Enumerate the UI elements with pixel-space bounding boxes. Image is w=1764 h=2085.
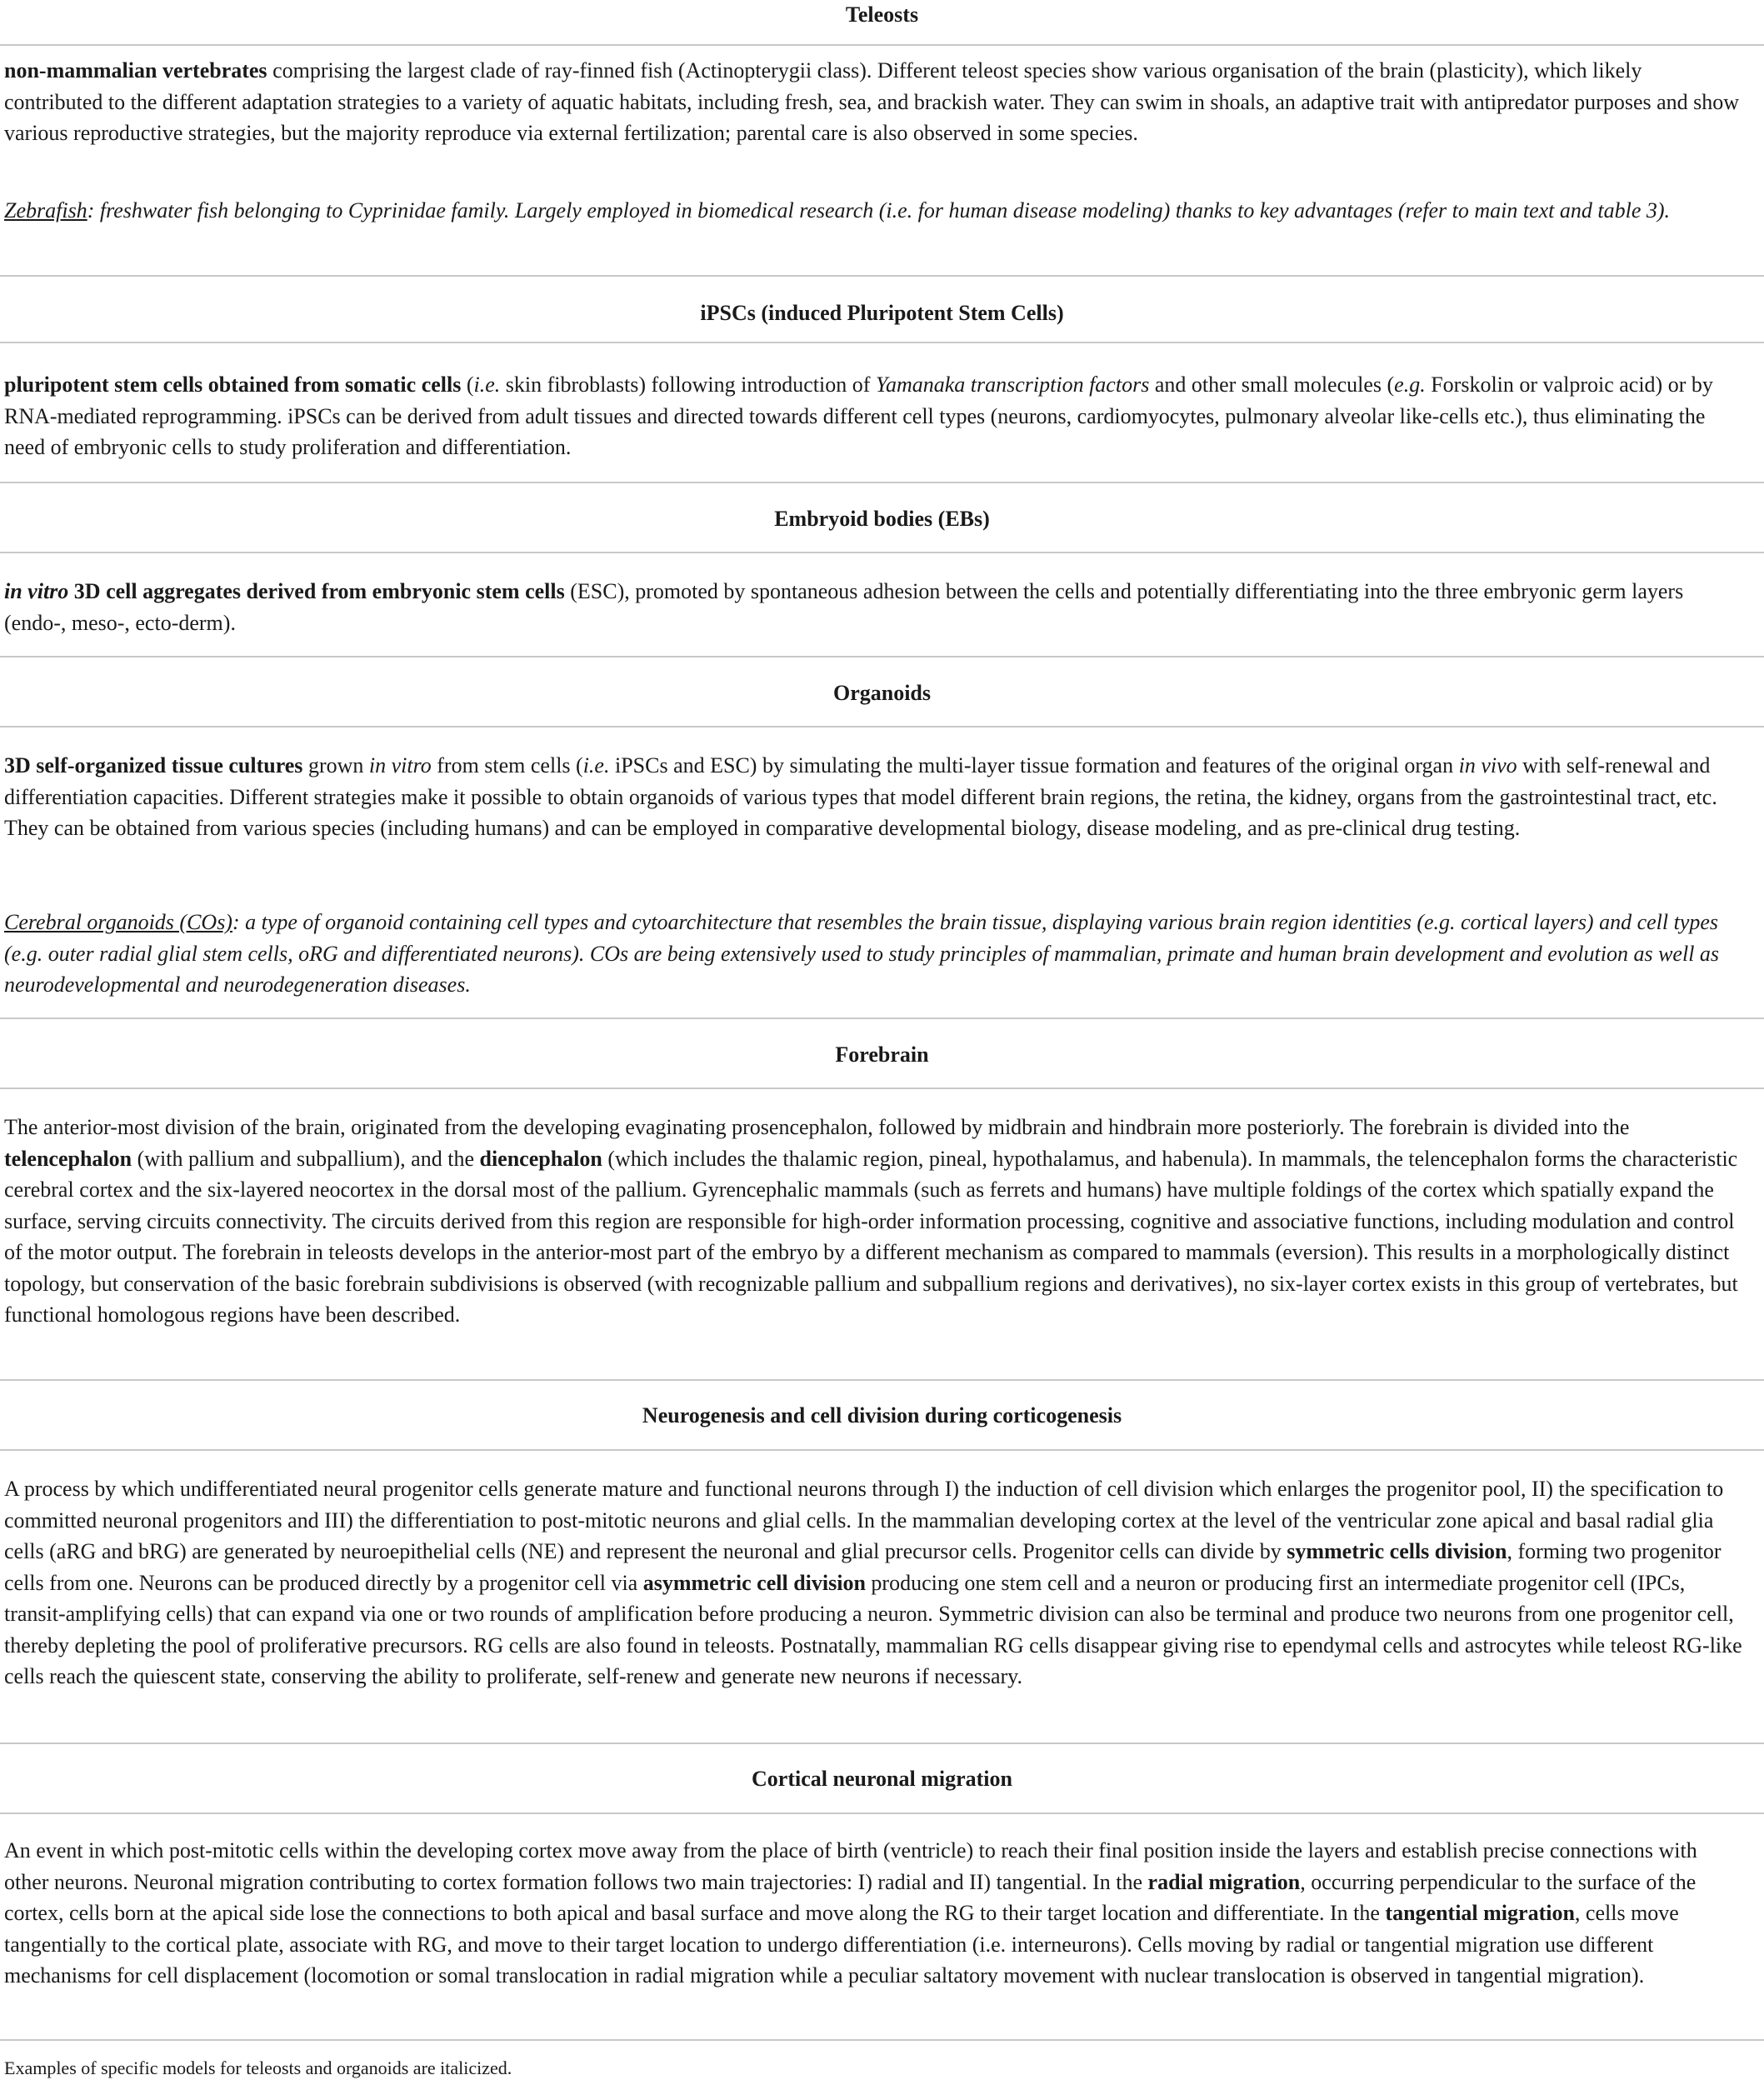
text-run: (which includes the thalamic region, pineal, hypothalamus, and habenula). In mammals, the telencephalon forms the characteristic cerebral cortex and the six-layered neocortex in the dorsal most of the pallium. Gyrencephalic mammals (such as ferrets and humans) have multiple foldings of the cortex which spatially expand the surface, serving circuits connectivity. The circuits derived from this region are responsible for high-order information processing, cognitive and associative functions, including modulation and control of the motor output. The forebrain in teleosts develops in the anterior-most part of the embryo by a different mechanism as compared to mammals (eversion). This results in a morphologically distinct topology, but conservation of the basic forebrain subdivisions is observed (with recognizable pallium and subpallium regions and derivatives), no six-layer cortex exists in this group of vertebrates, but functional homologous regions have been described. (4, 1146, 1738, 1327)
definition-teleosts (4, 55, 1746, 149)
text-run: non-mammalian vertebrates (4, 58, 267, 82)
divider (0, 726, 1764, 728)
definition-organoids (4, 750, 1746, 844)
example-cerebral-organoids (4, 907, 1746, 1001)
text-run: diencephalon (479, 1146, 602, 1171)
text-run: , cells move tangentially to the cortical plate, associate with RG, and move to their target location to undergo differentiation (i.e. interneurons). Cells moving by radial or tangential migration use different mechanisms for cell displacement (locomotion or somal translocation in radial migration while a peculiar saltatory movement with nuclear translocation is observed in tangential migration). (4, 1901, 1679, 1988)
text-run: grown (302, 753, 369, 778)
text-run: , occurring perpendicular to the surface of the cortex, cells born at the apical side lose the connections to both apical and basal surface and move along the RG to their target location and differentiate. In the (4, 1869, 1697, 1925)
text-run: Forskolin or valproic acid) or by RNA-mediated reprogramming. iPSCs can be derived from adult tissues and directed towards different cell types (neurons, cardiomyocytes, pulmonary alveolar like-cells etc.), thus eliminating the need of embryonic cells to study proliferation and differentiation. (4, 372, 1713, 459)
definition-forebrain (4, 1112, 1746, 1331)
divider (0, 656, 1764, 658)
section-heading-forebrain: Forebrain (835, 1042, 929, 1067)
divider (0, 275, 1764, 277)
divider (0, 482, 1764, 483)
text-run: Zebrafish (4, 198, 87, 222)
definition-neurogenesis (4, 1473, 1746, 1692)
text-run: and other small molecules ( (1149, 372, 1395, 397)
definition-cortical-migration (4, 1835, 1746, 1992)
text-run: skin fibroblasts) following introduction of (500, 372, 876, 397)
text-run: in vitro (368, 753, 432, 778)
section-heading-embryoid-bodies: Embryoid bodies (EBs) (774, 507, 990, 531)
divider (0, 1018, 1764, 1019)
divider (0, 342, 1764, 343)
section-heading-neurogenesis: Neurogenesis and cell division during corticogenesis (642, 1403, 1122, 1428)
text-run: A process by which undifferentiated neural progenitor cells generate mature and functional neurons through I) the induction of cell division which enlarges the progenitor pool, II) the specification to committed neuronal progenitors and III) the differentiation to post-mitotic neurons and glial cells. In the mammalian developing cortex at the level of the ventricular zone apical and basal radial glia cells (aRG and bRG) are generated by neuroepithelial cells (NE) and represent the neuronal and glial precursor cells. Progenitor cells can divide by (4, 1477, 1724, 1563)
divider (0, 1742, 1764, 1744)
text-run: from stem cells ( (431, 753, 583, 778)
divider (0, 552, 1764, 553)
text-run: Cerebral organoids (COs) (4, 910, 232, 934)
section-heading-cortical-migration: Cortical neuronal migration (752, 1767, 1012, 1791)
text-run: radial migration (1147, 1869, 1301, 1894)
text-run: , forming two progenitor cells from one. Neurons can be produced directly by a progenitor cell via (4, 1539, 1722, 1595)
text-run: The anterior-most division of the brain, originated from the developing evaginating prosencephalon, followed by midbrain and hindbrain more posteriorly. The forebrain is divided into the (4, 1115, 1630, 1139)
divider (0, 2039, 1764, 2041)
text-run: An event in which post-mitotic cells within the developing cortex move away from the place of birth (ventricle) to reach their final position inside the layers and establish precise connections with other neurons. Neuronal migration contributing to cortex formation follows two main trajectories: I) radial and II) tangential. In the (4, 1838, 1697, 1894)
text-run: i.e. (582, 753, 610, 778)
text-run: e.g. (1394, 372, 1426, 397)
divider (0, 44, 1764, 46)
text-run: 3D cell aggregates derived from embryonic stem cells (68, 579, 565, 603)
example-zebrafish (4, 195, 1746, 227)
text-run: 3D self-organized tissue cultures (4, 753, 303, 778)
section-heading-organoids: Organoids (832, 681, 932, 705)
text-run: (ESC), promoted by spontaneous adhesion between the cells and potentially differentiating into the three embryonic germ layers (endo-, meso-, ecto-derm). (4, 579, 1684, 635)
divider (0, 1379, 1764, 1381)
divider (0, 1449, 1764, 1451)
text-run: producing one stem cell and a neuron or producing first an intermediate progenitor cell (IPCs, transit-amplifying cells) that can expand via one or two rounds of amplification before producing a neuron. Symmetric division can also be terminal and produce two neurons from one progenitor cell, thereby depleting the pool of proliferative precursors. RG cells are also found in teleosts. Postnatally, mammalian RG cells disappear giving rise to ependymal cells and astrocytes while teleost RG-like cells reach the quiescent state, conserving the ability to proliferate, self-renew and generate new neurons if necessary. (4, 1570, 1742, 1688)
text-run: comprising the largest clade of ray-finned fish (Actinopterygii class). Different teleost species show various organisation of the brain (plasticity), which likely contributed to the different adaptation strategies to a variety of aquatic habitats, including fresh, sea, and brackish water. They can swim in shoals, an adaptive trait with antipredator purposes and show various reproductive strategies, but the majority reproduce via external fertilization; parental care is also observed in some species. (4, 58, 1740, 145)
definition-embryoid-bodies (4, 576, 1746, 638)
section-heading-ipscs: iPSCs (induced Pluripotent Stem Cells) (700, 301, 1064, 325)
text-run: ( (461, 372, 474, 397)
section-heading-teleosts: Teleosts (845, 2, 919, 27)
text-run: with self-renewal and differentiation capacities. Different strategies make it possible to obtain organoids of various types that model different brain regions, the retina, the kidney, organs from the gastrointestinal tract, etc. They can be obtained from various species (including humans) and can be employed in comparative developmental biology, disease modeling, and as pre-clinical drug testing. (4, 753, 1717, 840)
text-run: symmetric cells division (1287, 1539, 1507, 1563)
text-run: in vitro (4, 579, 69, 603)
text-run: iPSCs and ESC) by simulating the multi-layer tissue formation and features of the original organ (609, 753, 1459, 778)
divider (0, 1812, 1764, 1814)
table-footnote: Examples of specific models for teleosts and organoids are italicized. (4, 2058, 512, 2078)
text-run: (with pallium and subpallium), and the (132, 1146, 480, 1171)
text-run: telencephalon (4, 1146, 132, 1171)
text-run: pluripotent stem cells obtained from somatic cells (4, 372, 462, 397)
text-run: : a type of organoid containing cell types and cytoarchitecture that resembles the brain tissue, displaying various brain region identities (e.g. cortical layers) and cell types (e.g. outer radial glial stem cells, oRG and differentiated neurons). COs are being extensively used to study principles of mammalian, primate and human brain development and evolution as well as neurodevelopmental and neurodegeneration diseases. (4, 910, 1720, 997)
text-run: Yamanaka transcription factors (875, 372, 1150, 397)
text-run: asymmetric cell division (642, 1570, 866, 1595)
definition-ipscs (4, 369, 1746, 463)
divider (0, 1088, 1764, 1089)
text-run: tangential migration (1385, 1901, 1575, 1925)
text-run: i.e. (473, 372, 501, 397)
text-run: : freshwater fish belonging to Cyprinidae family. Largely employed in biomedical research (i.e. for human disease modeling) thanks to key advantages (refer to main text and table 3). (87, 198, 1671, 222)
text-run: in vivo (1458, 753, 1517, 778)
